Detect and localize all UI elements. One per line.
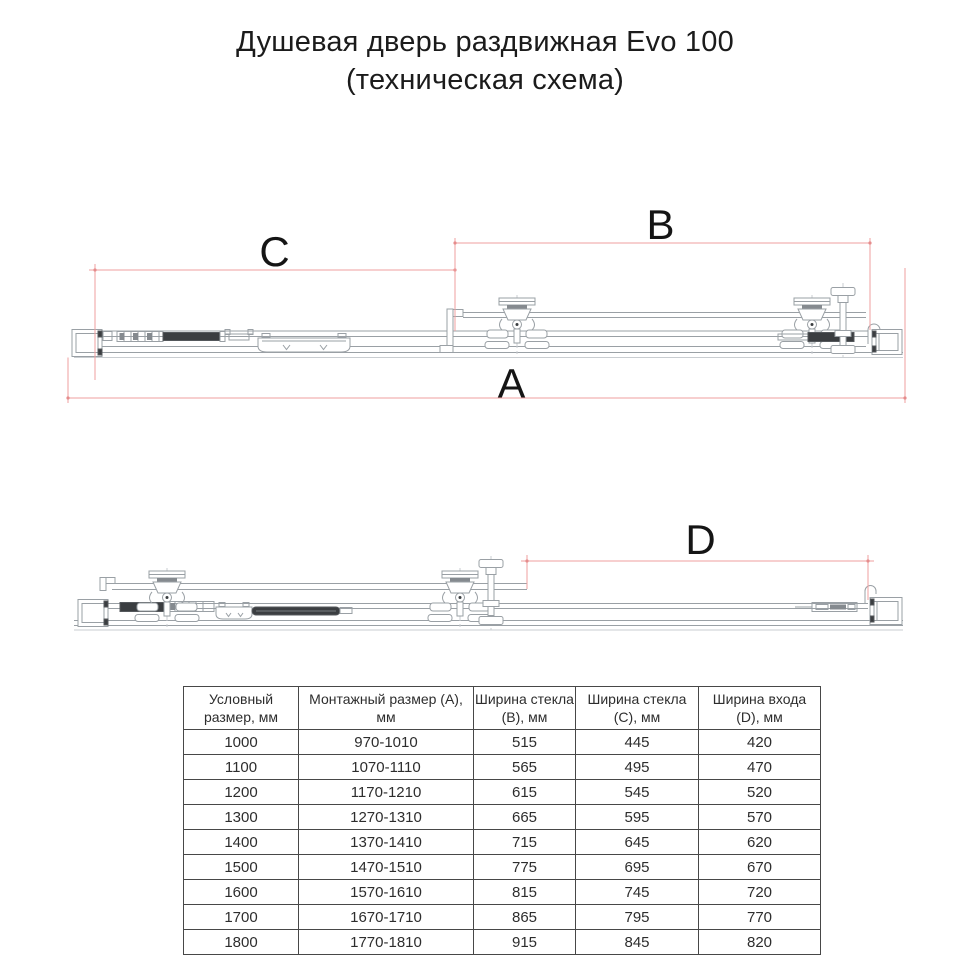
table-row	[184, 880, 821, 905]
dimension-line-c	[89, 264, 457, 380]
table-cell: 645	[576, 830, 699, 855]
table-cell: 1170-1210	[299, 780, 474, 805]
table-cell: 495	[576, 755, 699, 780]
table-cell: 1100	[184, 755, 299, 780]
table-cell: 615	[474, 780, 576, 805]
table-cell: 795	[576, 905, 699, 930]
column-header: Ширина стекла (C), мм	[576, 687, 699, 730]
table-cell: 595	[576, 805, 699, 830]
table-cell: 695	[576, 855, 699, 880]
wall-profile-right-top	[872, 330, 902, 355]
table-cell: 775	[474, 855, 576, 880]
table-cell: 770	[699, 905, 821, 930]
table-cell: 1670-1710	[299, 905, 474, 930]
table-cell: 815	[474, 880, 576, 905]
table-cell: 445	[576, 730, 699, 755]
adjuster-block-top	[117, 332, 225, 342]
drawing-top-closed	[66, 238, 906, 407]
floor-guide-bottom	[216, 603, 252, 620]
table-header-row	[184, 687, 821, 730]
column-header: Монтажный размер (A), мм	[299, 687, 474, 730]
dimension-label-d: D	[685, 516, 717, 563]
column-header: Условный размер, мм	[184, 687, 299, 730]
dimension-line-d	[521, 555, 874, 600]
table-row	[184, 780, 821, 805]
title-line2: (техническая схема)	[345, 63, 625, 96]
dimension-label-c: C	[259, 228, 291, 275]
table-cell: 1070-1110	[299, 755, 474, 780]
table-cell: 520	[699, 780, 821, 805]
column-header: Ширина входа (D), мм	[699, 687, 821, 730]
table-cell: 620	[699, 830, 821, 855]
dimension-label-b: B	[646, 201, 676, 248]
table-cell: 1470-1510	[299, 855, 474, 880]
table-cell: 665	[474, 805, 576, 830]
table-cell: 420	[699, 730, 821, 755]
table-cell: 1300	[184, 805, 299, 830]
size-table	[183, 686, 821, 955]
table-cell: 1770-1810	[299, 930, 474, 955]
table-cell: 570	[699, 805, 821, 830]
table-cell: 1000	[184, 730, 299, 755]
table-row	[184, 905, 821, 930]
table-cell: 670	[699, 855, 821, 880]
rail-end-hook-bottom	[100, 578, 115, 591]
table-cell: 1570-1610	[299, 880, 474, 905]
handle-bar-bottom	[252, 607, 352, 615]
table-row	[184, 805, 821, 830]
table-cell: 820	[699, 930, 821, 955]
table-cell: 565	[474, 755, 576, 780]
table-cell: 970-1010	[299, 730, 474, 755]
wall-profile-left-bottom	[78, 600, 108, 627]
dimension-label-a: A	[497, 360, 527, 407]
roller-carriage	[135, 568, 199, 627]
table-cell: 1800	[184, 930, 299, 955]
table-cell: 845	[576, 930, 699, 955]
table-cell: 915	[474, 930, 576, 955]
table-cell: 1370-1410	[299, 830, 474, 855]
table-cell: 545	[576, 780, 699, 805]
column-header: Ширина стекла (B), мм	[474, 687, 576, 730]
door-knob-bottom	[479, 556, 503, 630]
table-cell: 1500	[184, 855, 299, 880]
table-cell: 470	[699, 755, 821, 780]
table-cell: 865	[474, 905, 576, 930]
table-cell: 515	[474, 730, 576, 755]
table-cell: 715	[474, 830, 576, 855]
table-cell: 1270-1310	[299, 805, 474, 830]
table-cell: 1600	[184, 880, 299, 905]
table-row	[184, 930, 821, 955]
table-row	[184, 755, 821, 780]
table-row	[184, 830, 821, 855]
table-row	[184, 855, 821, 880]
table-cell: 1700	[184, 905, 299, 930]
table-cell: 1200	[184, 780, 299, 805]
title-line1: Душевая дверь раздвижная Evo 100	[236, 26, 734, 58]
table-cell: 1400	[184, 830, 299, 855]
table-cell: 720	[699, 880, 821, 905]
table-cell: 745	[576, 880, 699, 905]
door-knob-top	[831, 283, 855, 358]
table-row	[184, 730, 821, 755]
wall-profile-right-bottom	[870, 598, 902, 625]
roller-carriage	[485, 295, 549, 354]
drawing-bottom-open	[74, 555, 903, 630]
